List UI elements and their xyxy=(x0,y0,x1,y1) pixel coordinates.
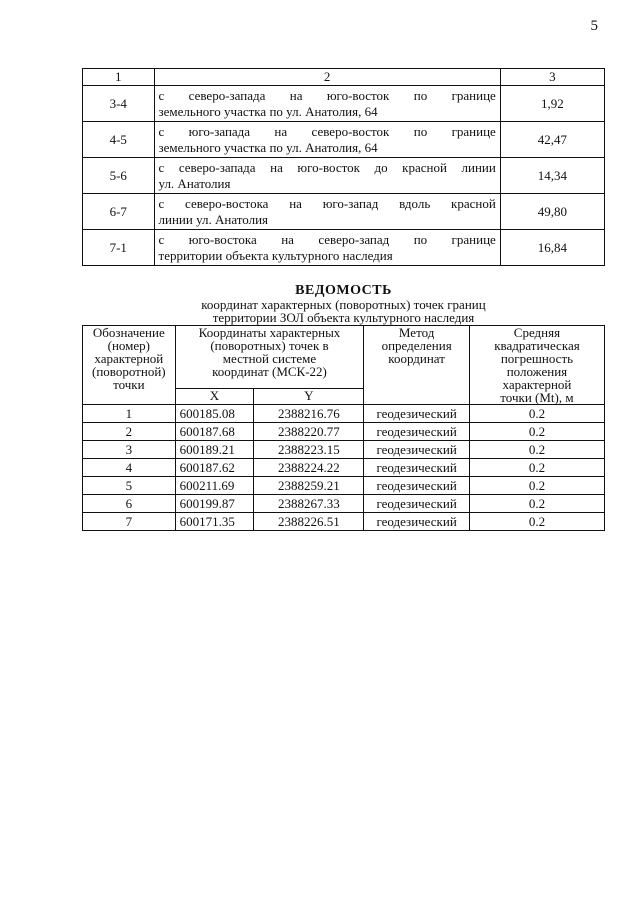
statement-subtitle: территории ЗОЛ объекта культурного наследия xyxy=(212,310,475,325)
description-line: с северо-востока на юго-запад вдоль красной xyxy=(158,195,496,211)
method-cell: геодезический xyxy=(364,495,470,513)
header-line: квадратическая xyxy=(494,338,580,353)
point-header xyxy=(83,326,176,405)
header-line: характерной xyxy=(502,377,572,392)
y-coordinate: 2388259.21 xyxy=(254,477,364,495)
table-header-row xyxy=(83,326,605,389)
segment-cell: 5-6 xyxy=(83,158,155,194)
header-line: Средняя xyxy=(513,325,561,340)
table-row xyxy=(83,405,605,423)
header-line: характерной xyxy=(94,351,164,366)
description-line: линии ул. Анатолия xyxy=(158,211,269,227)
header-line: (поворотных) точек в xyxy=(210,338,329,353)
y-coordinate: 2388224.22 xyxy=(254,459,364,477)
x-coordinate: 600189.21 xyxy=(175,441,254,459)
table-row xyxy=(83,495,605,513)
error-header xyxy=(469,326,604,405)
point-number: 7 xyxy=(83,513,176,531)
x-coordinate: 600171.35 xyxy=(175,513,254,531)
segment-cell: 6-7 xyxy=(83,194,155,230)
x-coordinate: 600187.62 xyxy=(175,459,254,477)
segment-cell: 4-5 xyxy=(83,122,155,158)
description-cell xyxy=(154,194,500,230)
table-row xyxy=(83,441,605,459)
point-number: 4 xyxy=(83,459,176,477)
method-cell: геодезический xyxy=(364,477,470,495)
description-cell xyxy=(154,158,500,194)
y-coordinate: 2388223.15 xyxy=(254,441,364,459)
header-line: погрешность xyxy=(500,351,574,366)
y-coordinate: 2388226.51 xyxy=(254,513,364,531)
column-header-3: 3 xyxy=(500,69,604,86)
length-cell: 1,92 xyxy=(500,86,604,122)
error-cell: 0.2 xyxy=(469,441,604,459)
point-number: 5 xyxy=(83,477,176,495)
table-row xyxy=(83,459,605,477)
table-row xyxy=(83,86,605,122)
x-coordinate: 600211.69 xyxy=(175,477,254,495)
column-header-2: 2 xyxy=(154,69,500,86)
x-coordinate: 600185.08 xyxy=(175,405,254,423)
boundary-description-table xyxy=(82,68,605,266)
header-line: местной системе xyxy=(222,351,317,366)
y-coordinate: 2388216.76 xyxy=(254,405,364,423)
length-cell: 16,84 xyxy=(500,230,604,266)
description-line: с юго-востока на северо-запад по границе xyxy=(158,231,496,247)
x-coordinate: 600199.87 xyxy=(175,495,254,513)
table-row xyxy=(83,477,605,495)
header-line: координат xyxy=(388,351,445,366)
header-line: Метод xyxy=(398,325,435,340)
point-number: 2 xyxy=(83,423,176,441)
length-cell: 14,34 xyxy=(500,158,604,194)
error-cell: 0.2 xyxy=(469,495,604,513)
description-line: с северо-запада на юго-восток по границе xyxy=(158,87,496,103)
method-header xyxy=(364,326,470,405)
header-line: определения xyxy=(381,338,452,353)
header-line: Координаты характерных xyxy=(198,325,341,340)
column-header-1: 1 xyxy=(83,69,155,86)
page-number: 5 xyxy=(590,18,598,34)
length-cell: 42,47 xyxy=(500,122,604,158)
description-line: территории объекта культурного наследия xyxy=(158,247,393,263)
description-cell xyxy=(154,122,500,158)
x-header: X xyxy=(175,389,254,405)
error-cell: 0.2 xyxy=(469,513,604,531)
table-row xyxy=(83,122,605,158)
table-row xyxy=(83,194,605,230)
header-line: (номер) xyxy=(107,338,150,353)
error-cell: 0.2 xyxy=(469,423,604,441)
method-cell: геодезический xyxy=(364,423,470,441)
method-cell: геодезический xyxy=(364,405,470,423)
table-row xyxy=(83,423,605,441)
segment-cell: 7-1 xyxy=(83,230,155,266)
description-line: с северо-запада на юго-восток до красной линии xyxy=(158,159,496,175)
method-cell: геодезический xyxy=(364,513,470,531)
description-cell xyxy=(154,230,500,266)
length-cell: 49,80 xyxy=(500,194,604,230)
description-line: земельного участка по ул. Анатолия, 64 xyxy=(158,103,378,119)
description-line: с юго-запада на северо-восток по границе xyxy=(158,123,496,139)
header-line: точки xyxy=(113,377,145,392)
description-line: ул. Анатолия xyxy=(158,175,231,191)
y-header: Y xyxy=(254,389,364,405)
error-cell: 0.2 xyxy=(469,405,604,423)
y-coordinate: 2388267.33 xyxy=(254,495,364,513)
table-row xyxy=(83,230,605,266)
header-line: точки (Mt), м xyxy=(500,390,574,405)
header-line: Обозначение xyxy=(92,325,165,340)
segment-cell: 3-4 xyxy=(83,86,155,122)
table-row xyxy=(83,158,605,194)
y-coordinate: 2388220.77 xyxy=(254,423,364,441)
point-number: 3 xyxy=(83,441,176,459)
header-line: координат (МСК-22) xyxy=(212,364,327,379)
method-cell: геодезический xyxy=(364,459,470,477)
table-header-row xyxy=(83,69,605,86)
description-cell xyxy=(154,86,500,122)
statement-title: ВЕДОМОСТЬ xyxy=(295,283,392,298)
header-line: положения xyxy=(506,364,568,379)
coords-header xyxy=(175,326,364,389)
header-line: (поворотной) xyxy=(92,364,166,379)
coordinates-table xyxy=(82,325,605,531)
point-number: 1 xyxy=(83,405,176,423)
statement-subtitle: координат характерных (поворотных) точек границ xyxy=(201,297,486,312)
table-row xyxy=(83,513,605,531)
error-cell: 0.2 xyxy=(469,477,604,495)
method-cell: геодезический xyxy=(364,441,470,459)
x-coordinate: 600187.68 xyxy=(175,423,254,441)
point-number: 6 xyxy=(83,495,176,513)
error-cell: 0.2 xyxy=(469,459,604,477)
description-line: земельного участка по ул. Анатолия, 64 xyxy=(158,139,378,155)
